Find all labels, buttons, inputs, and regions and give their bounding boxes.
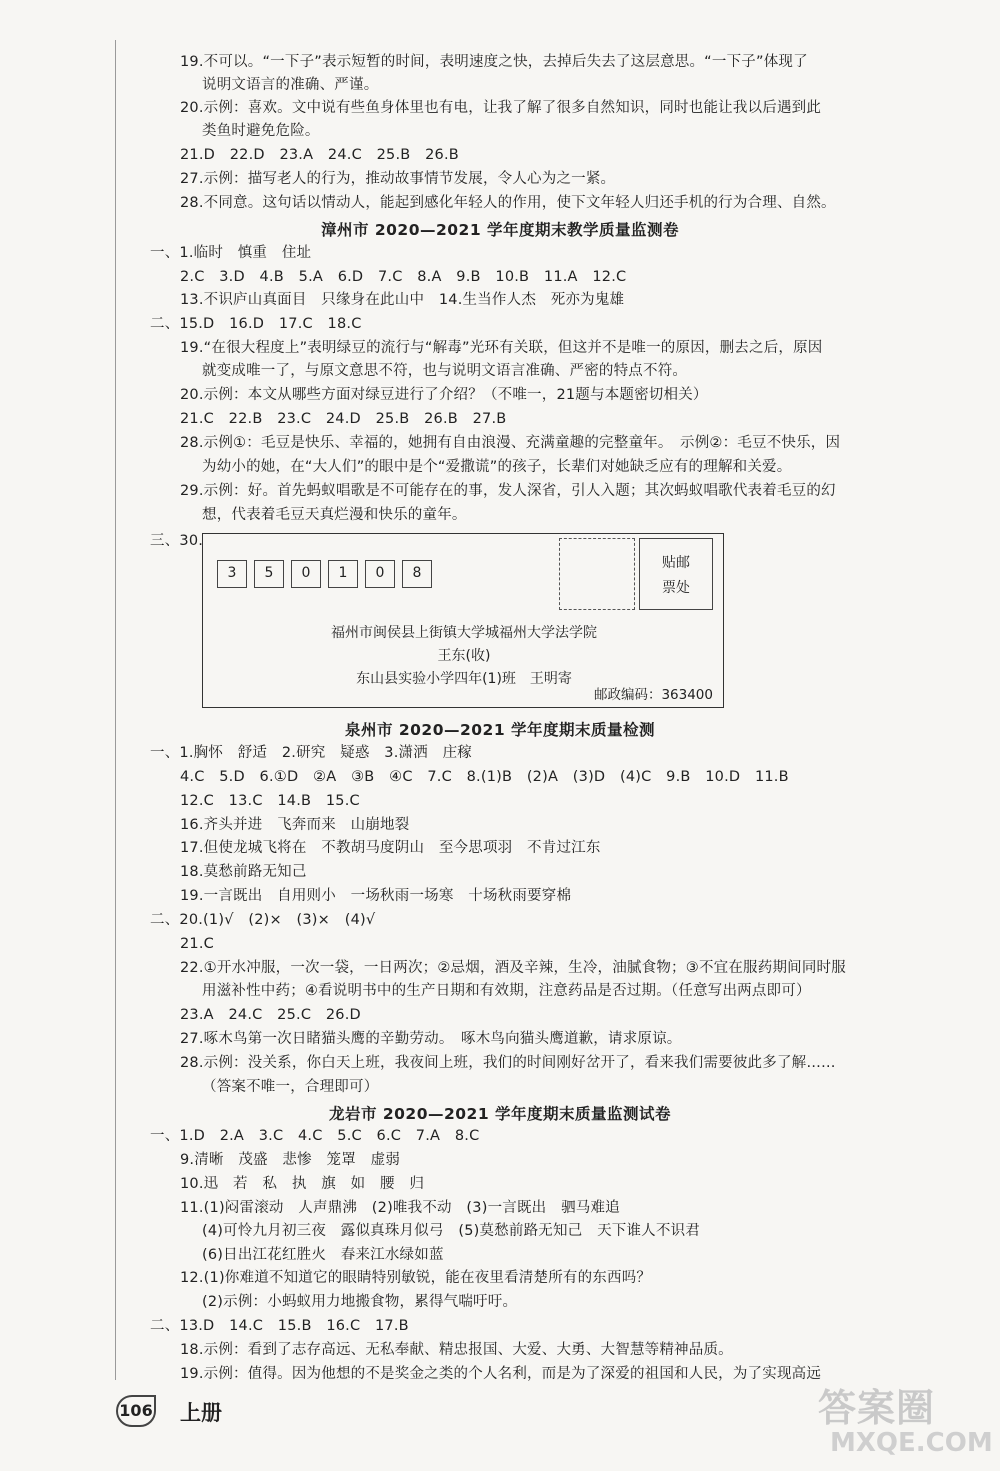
stamp-label: 贴邮 <box>662 555 690 571</box>
answer-line: 类鱼时避免危险。 <box>202 123 320 139</box>
answer-line: 28.示例：没关系，你白天上班，我夜间上班，我们的时间刚好岔开了，看来我们需要彼此多了解…… <box>180 1055 836 1071</box>
answer-line: 18.示例：看到了志存高远、无私奉献、精忠报国、大爱、大勇、大智慧等精神品质。 <box>180 1342 733 1358</box>
answer-line: 说明文语言的准确、严谨。 <box>202 77 379 93</box>
answer-line: 28.不同意。这句话以情动人，能起到感化年轻人的作用，使下文年轻人归还手机的行为合理、自然。 <box>180 195 836 211</box>
answer-line: 21.C 22.B 23.C 24.D 25.B 26.B 27.B <box>180 411 507 427</box>
answer-line: 18.莫愁前路无知己 <box>180 864 307 880</box>
stamp-box <box>639 538 713 610</box>
answer-line: 2.C 3.D 4.B 5.A 6.D 7.C 8.A 9.B 10.B 11.A 12.C <box>180 269 627 285</box>
zip-digit-box: 8 <box>402 560 432 588</box>
watermark-logo: 答案圈 <box>818 1386 936 1430</box>
volume-label: 上册 <box>180 1400 222 1425</box>
answer-line: 9.清晰 茂盛 悲惨 笼罩 虚弱 <box>180 1152 401 1168</box>
answer-line: 就变成唯一了，与原文意思不符，也与说明文语言准确、严密的特点不符。 <box>202 363 688 379</box>
answer-line: 13.不识庐山真面目 只缘身在此山中 14.生当作人杰 死亦为鬼雄 <box>180 292 625 308</box>
answer-line: 19.不可以。“一下子”表示短暂的时间，表明速度之快，去掉后失去了这层意思。“一下子”体现了 <box>180 54 808 70</box>
answer-line: 22.①开水冲服，一次一袋，一日两次；②忌烟，酒及辛辣，生冷，油腻食物；③不宜在服药期间同时服 <box>180 960 846 976</box>
answer-line: （答案不唯一，合理即可） <box>202 1079 379 1095</box>
answer-line: 29.示例：好。首先蚂蚁唱歌是不可能存在的事，发人深省，引人入题；其次蚂蚁唱歌代表着毛豆的幻 <box>180 483 836 499</box>
zip-digit-box: 0 <box>291 560 321 588</box>
margin-rule <box>115 40 116 1380</box>
section-heading-zhangzhou: 漳州市 2020—2021 学年度期末教学质量监测卷 <box>320 221 680 239</box>
answer-line: 二、13.D 14.C 15.B 16.C 17.B <box>150 1318 409 1334</box>
section-heading-quanzhou: 泉州市 2020—2021 学年度期末质量检测 <box>344 721 656 739</box>
zip-digit-box: 5 <box>254 560 284 588</box>
envelope-diagram <box>202 533 724 708</box>
zip-digit-box: 0 <box>365 560 395 588</box>
answer-line: 为幼小的她，在“大人们”的眼中是个“爱撒谎”的孩子，长辈们对她缺乏应有的理解和关爱。 <box>202 459 792 475</box>
answer-line: 12.(1)你难道不知道它的眼睛特别敏锐，能在夜里看清楚所有的东西吗？ <box>180 1270 652 1286</box>
answer-line: 19.示例：值得。因为他想的不是奖金之类的个人名利，而是为了深爱的祖国和人民，为了实现高远 <box>180 1366 822 1382</box>
answer-line: 一、1.D 2.A 3.C 4.C 5.C 6.C 7.A 8.C <box>150 1128 480 1144</box>
answer-line: 二、20.(1)√ (2)× (3)× (4)√ <box>150 912 376 928</box>
answer-line: 17.但使龙城飞将在 不教胡马度阴山 至今思项羽 不肯过江东 <box>180 840 601 856</box>
answer-line: 12.C 13.C 14.B 15.C <box>180 793 360 809</box>
answer-line: 二、15.D 16.D 17.C 18.C <box>150 316 362 332</box>
answer-line: (2)示例：小蚂蚁用力地搬食物，累得气喘吁吁。 <box>202 1294 518 1310</box>
answer-line: (4)可怜九月初三夜 露似真珠月似弓 (5)莫愁前路无知己 天下谁人不识君 <box>202 1223 700 1239</box>
answer-line: 21.D 22.D 23.A 24.C 25.B 26.B <box>180 147 459 163</box>
answer-line: 11.(1)闷雷滚动 人声鼎沸 (2)唯我不动 (3)一言既出 驷马难追 <box>180 1200 620 1216</box>
section-heading-longyan: 龙岩市 2020—2021 学年度期末质量监测试卷 <box>328 1105 672 1123</box>
answer-line: 28.示例①：毛豆是快乐、幸福的，她拥有自由浪漫、充满童趣的完整童年。 示例②：毛豆不快乐，因 <box>180 435 841 451</box>
answer-line: 一、1.临时 慎重 住址 <box>150 245 312 261</box>
sender-line: 东山县实验小学四年(1)班 王明寄 <box>356 671 572 687</box>
stamp-label: 票处 <box>662 580 690 596</box>
answer-line: 20.示例：喜欢。文中说有些鱼身体里也有电，让我了解了很多自然知识，同时也能让我以后遇到此 <box>180 100 822 116</box>
answer-line: 16.齐头并进 飞奔而来 山崩地裂 <box>180 817 410 833</box>
answer-line: 19.一言既出 自用则小 一场秋雨一场寒 十场秋雨要穿棉 <box>180 888 572 904</box>
zip-digit-box: 3 <box>217 560 247 588</box>
answer-line: 4.C 5.D 6.①D ②A ③B ④C 7.C 8.(1)B (2)A (3)D (4)C 9.B 10.D 11.B <box>180 769 789 785</box>
answer-line: 21.C <box>180 936 214 952</box>
answer-line: 27.示例：描写老人的行为，推动故事情节发展，令人心为之一紧。 <box>180 171 616 187</box>
answer-line: 用滋补性中药；④看说明书中的生产日期和有效期，注意药品是否过期。（任意写出两点即可） <box>202 983 811 999</box>
page-number: 106 <box>116 1395 156 1427</box>
watermark-url: MXQE.COM <box>830 1428 993 1458</box>
answer-line: 27.啄木鸟第一次日睹猫头鹰的辛勤劳动。 啄木鸟向猫头鹰道歉，请求原谅。 <box>180 1031 682 1047</box>
answer-line: 23.A 24.C 25.C 26.D <box>180 1007 361 1023</box>
recipient-name: 王东(收) <box>437 648 491 664</box>
answer-line: 想，代表着毛豆天真烂漫和快乐的童年。 <box>202 507 467 523</box>
zip-digit-box: 1 <box>328 560 358 588</box>
recipient-address: 福州市闽侯县上街镇大学城福州大学法学院 <box>331 625 597 641</box>
dashed-box <box>559 538 635 610</box>
answer-line: 三、30. <box>150 533 204 549</box>
answer-line: 20.示例：本文从哪些方面对绿豆进行了介绍？（不唯一，21题与本题密切相关） <box>180 387 708 403</box>
answer-line: (6)日出江花红胜火 春来江水绿如蓝 <box>202 1247 444 1263</box>
postcode: 邮政编码：363400 <box>593 687 713 703</box>
answer-line: 19.“在很大程度上”表明绿豆的流行与“解毒”光环有关联，但这并不是唯一的原因，删去之后，原因 <box>180 340 823 356</box>
answer-line: 10.迅 若 私 执 旗 如 腰 归 <box>180 1176 425 1192</box>
answer-line: 一、1.胸怀 舒适 2.研究 疑惑 3.潇洒 庄稼 <box>150 745 473 761</box>
